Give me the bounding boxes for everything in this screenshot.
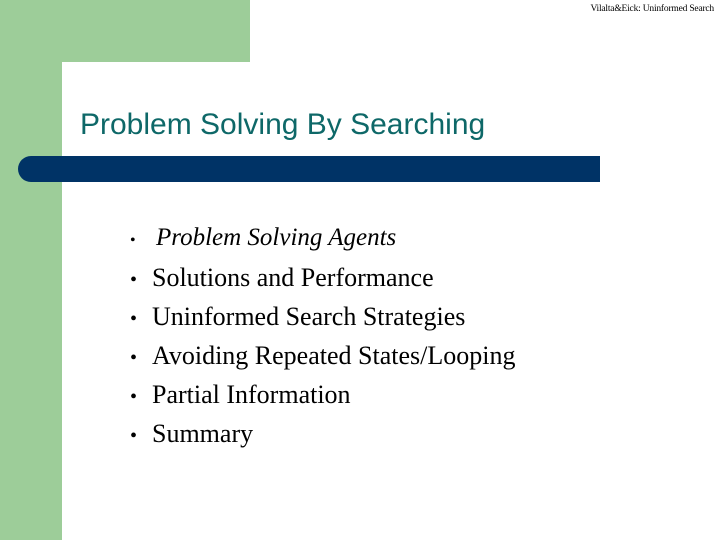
left-green-band <box>0 0 62 540</box>
rounded-corner <box>62 62 102 102</box>
list-item-text: Problem Solving Agents <box>156 224 397 251</box>
bullet-icon: • <box>130 347 138 369</box>
list-item <box>130 302 515 341</box>
list-item <box>130 419 515 458</box>
list-item-text: Solutions and Performance <box>152 263 434 292</box>
top-green-band <box>0 0 250 62</box>
bullet-icon: • <box>130 232 136 249</box>
list-item-text: Summary <box>152 419 254 448</box>
bullet-icon: • <box>130 269 138 291</box>
title-underline-bar <box>18 156 600 182</box>
bullet-list <box>130 224 515 458</box>
list-item-text: Partial Information <box>152 380 351 409</box>
list-item <box>130 380 515 419</box>
list-item <box>130 341 515 380</box>
slide-title: Problem Solving By Searching <box>80 108 486 141</box>
bullet-icon: • <box>130 386 138 408</box>
bullet-icon: • <box>130 425 138 447</box>
header-note: Vilalta&Eick: Uninformed Search <box>590 4 714 14</box>
bullet-icon: • <box>130 308 138 330</box>
list-item-text: Avoiding Repeated States/Looping <box>152 341 516 370</box>
list-item <box>130 263 515 302</box>
list-item <box>130 224 515 263</box>
list-item-text: Uninformed Search Strategies <box>152 302 466 331</box>
